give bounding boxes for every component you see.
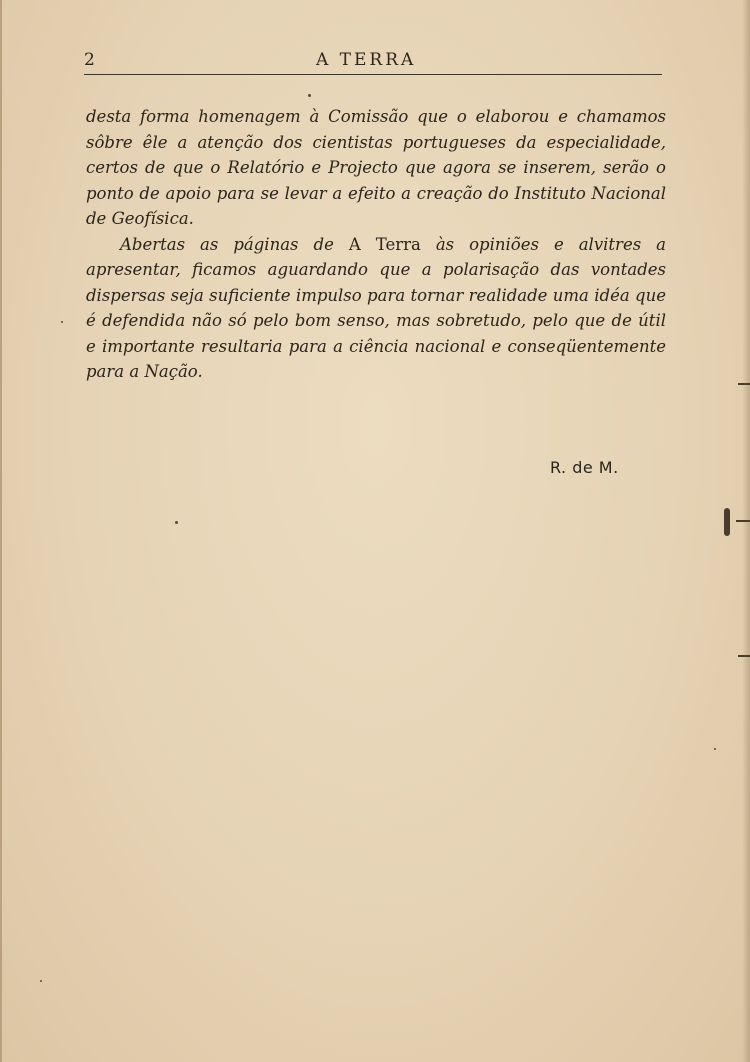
- paragraph-2-start: Abertas as páginas de: [120, 234, 349, 254]
- body-text: [86, 104, 666, 385]
- running-title: A TERRA: [316, 50, 417, 70]
- paragraph-2-rest: às opiniões e alvitres a apresentar, ficamos aguardando que a polarisação das vontades dispersas seja suficiente impulso para tornar realidade uma idéa que é defendida não só pelo bom senso, mas sobretudo, pelo que de útil e importante resultaria para a ciência nacional e conseqüentemente para a Nação.: [86, 234, 666, 381]
- journal-name: A Terra: [348, 234, 421, 254]
- paper-speck: [714, 748, 716, 750]
- paper-speck: [40, 980, 42, 982]
- page-header: [84, 48, 662, 75]
- paper-speck: [308, 94, 311, 97]
- paragraph-1: desta forma homenagem à Comissão que o elaborou e chamamos sôbre êle a atenção dos cientistas portugueses da especialidade, certos de que o Relatório e Projecto que agora se inserem, serão o ponto de apoio para se levar a efeito a creação do Instituto Nacional de Geofísica.: [86, 107, 666, 228]
- page-number: 2: [84, 50, 95, 70]
- binding-mark: [738, 655, 750, 657]
- paper-speck: [61, 321, 63, 323]
- paragraph-2: [86, 232, 666, 385]
- paper-speck: [175, 521, 178, 524]
- binding-mark: [736, 520, 750, 522]
- author-signature: R. de M.: [550, 458, 619, 477]
- binding-mark: [738, 383, 750, 385]
- binding-mark: [724, 508, 730, 536]
